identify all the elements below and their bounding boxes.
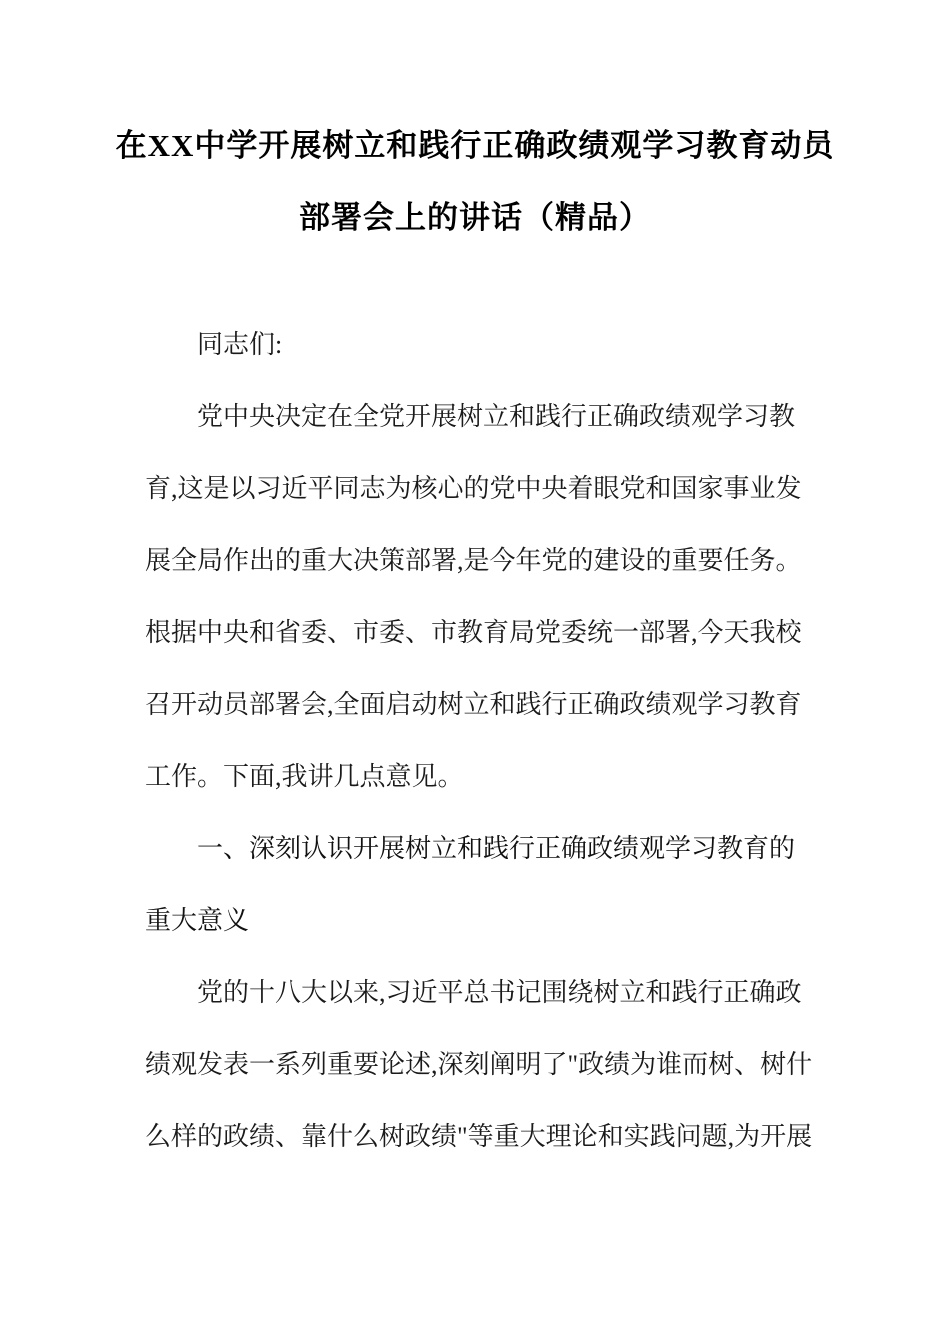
text-line: 党中央决定在全党开展树立和践行正确政绩观学习教 [197,402,796,431]
text-line: 根据中央和省委、市委、市教育局党委统一部署,今天我校 [145,618,802,647]
text-line: 展全局作出的重大决策部署,是今年党的建设的重要任务。 [145,546,802,575]
title-line-2: 部署会上的讲话（精品） [299,200,651,235]
text-line: 绩观发表一系列重要论述,深刻阐明了"政绩为谁而树、树什 [145,1050,813,1079]
text-line: 么样的政绩、靠什么树政绩"等重大理论和实践问题,为开展 [145,1122,813,1151]
text-line: 一、深刻认识开展树立和践行正确政绩观学习教育的 [197,834,796,863]
text-line: 党的十八大以来,习近平总书记围绕树立和践行正确政 [197,978,802,1007]
text-line: 育,这是以习近平同志为核心的党中央着眼党和国家事业发 [145,474,802,503]
document-body [0,309,857,1173]
title-line-1: 在XX中学开展树立和践行正确政绩观学习教育动员 [115,128,835,163]
text-line: 工作。下面,我讲几点意见。 [145,762,464,791]
document-title [0,0,950,254]
paragraph-body [145,957,857,1173]
text-line: 重大意义 [145,906,250,935]
paragraph-heading [145,813,857,957]
text-line: 同志们: [197,330,283,359]
paragraph-body [145,381,857,813]
paragraph-salutation [145,309,857,381]
text-line: 召开动员部署会,全面启动树立和践行正确政绩观学习教育 [145,690,802,719]
